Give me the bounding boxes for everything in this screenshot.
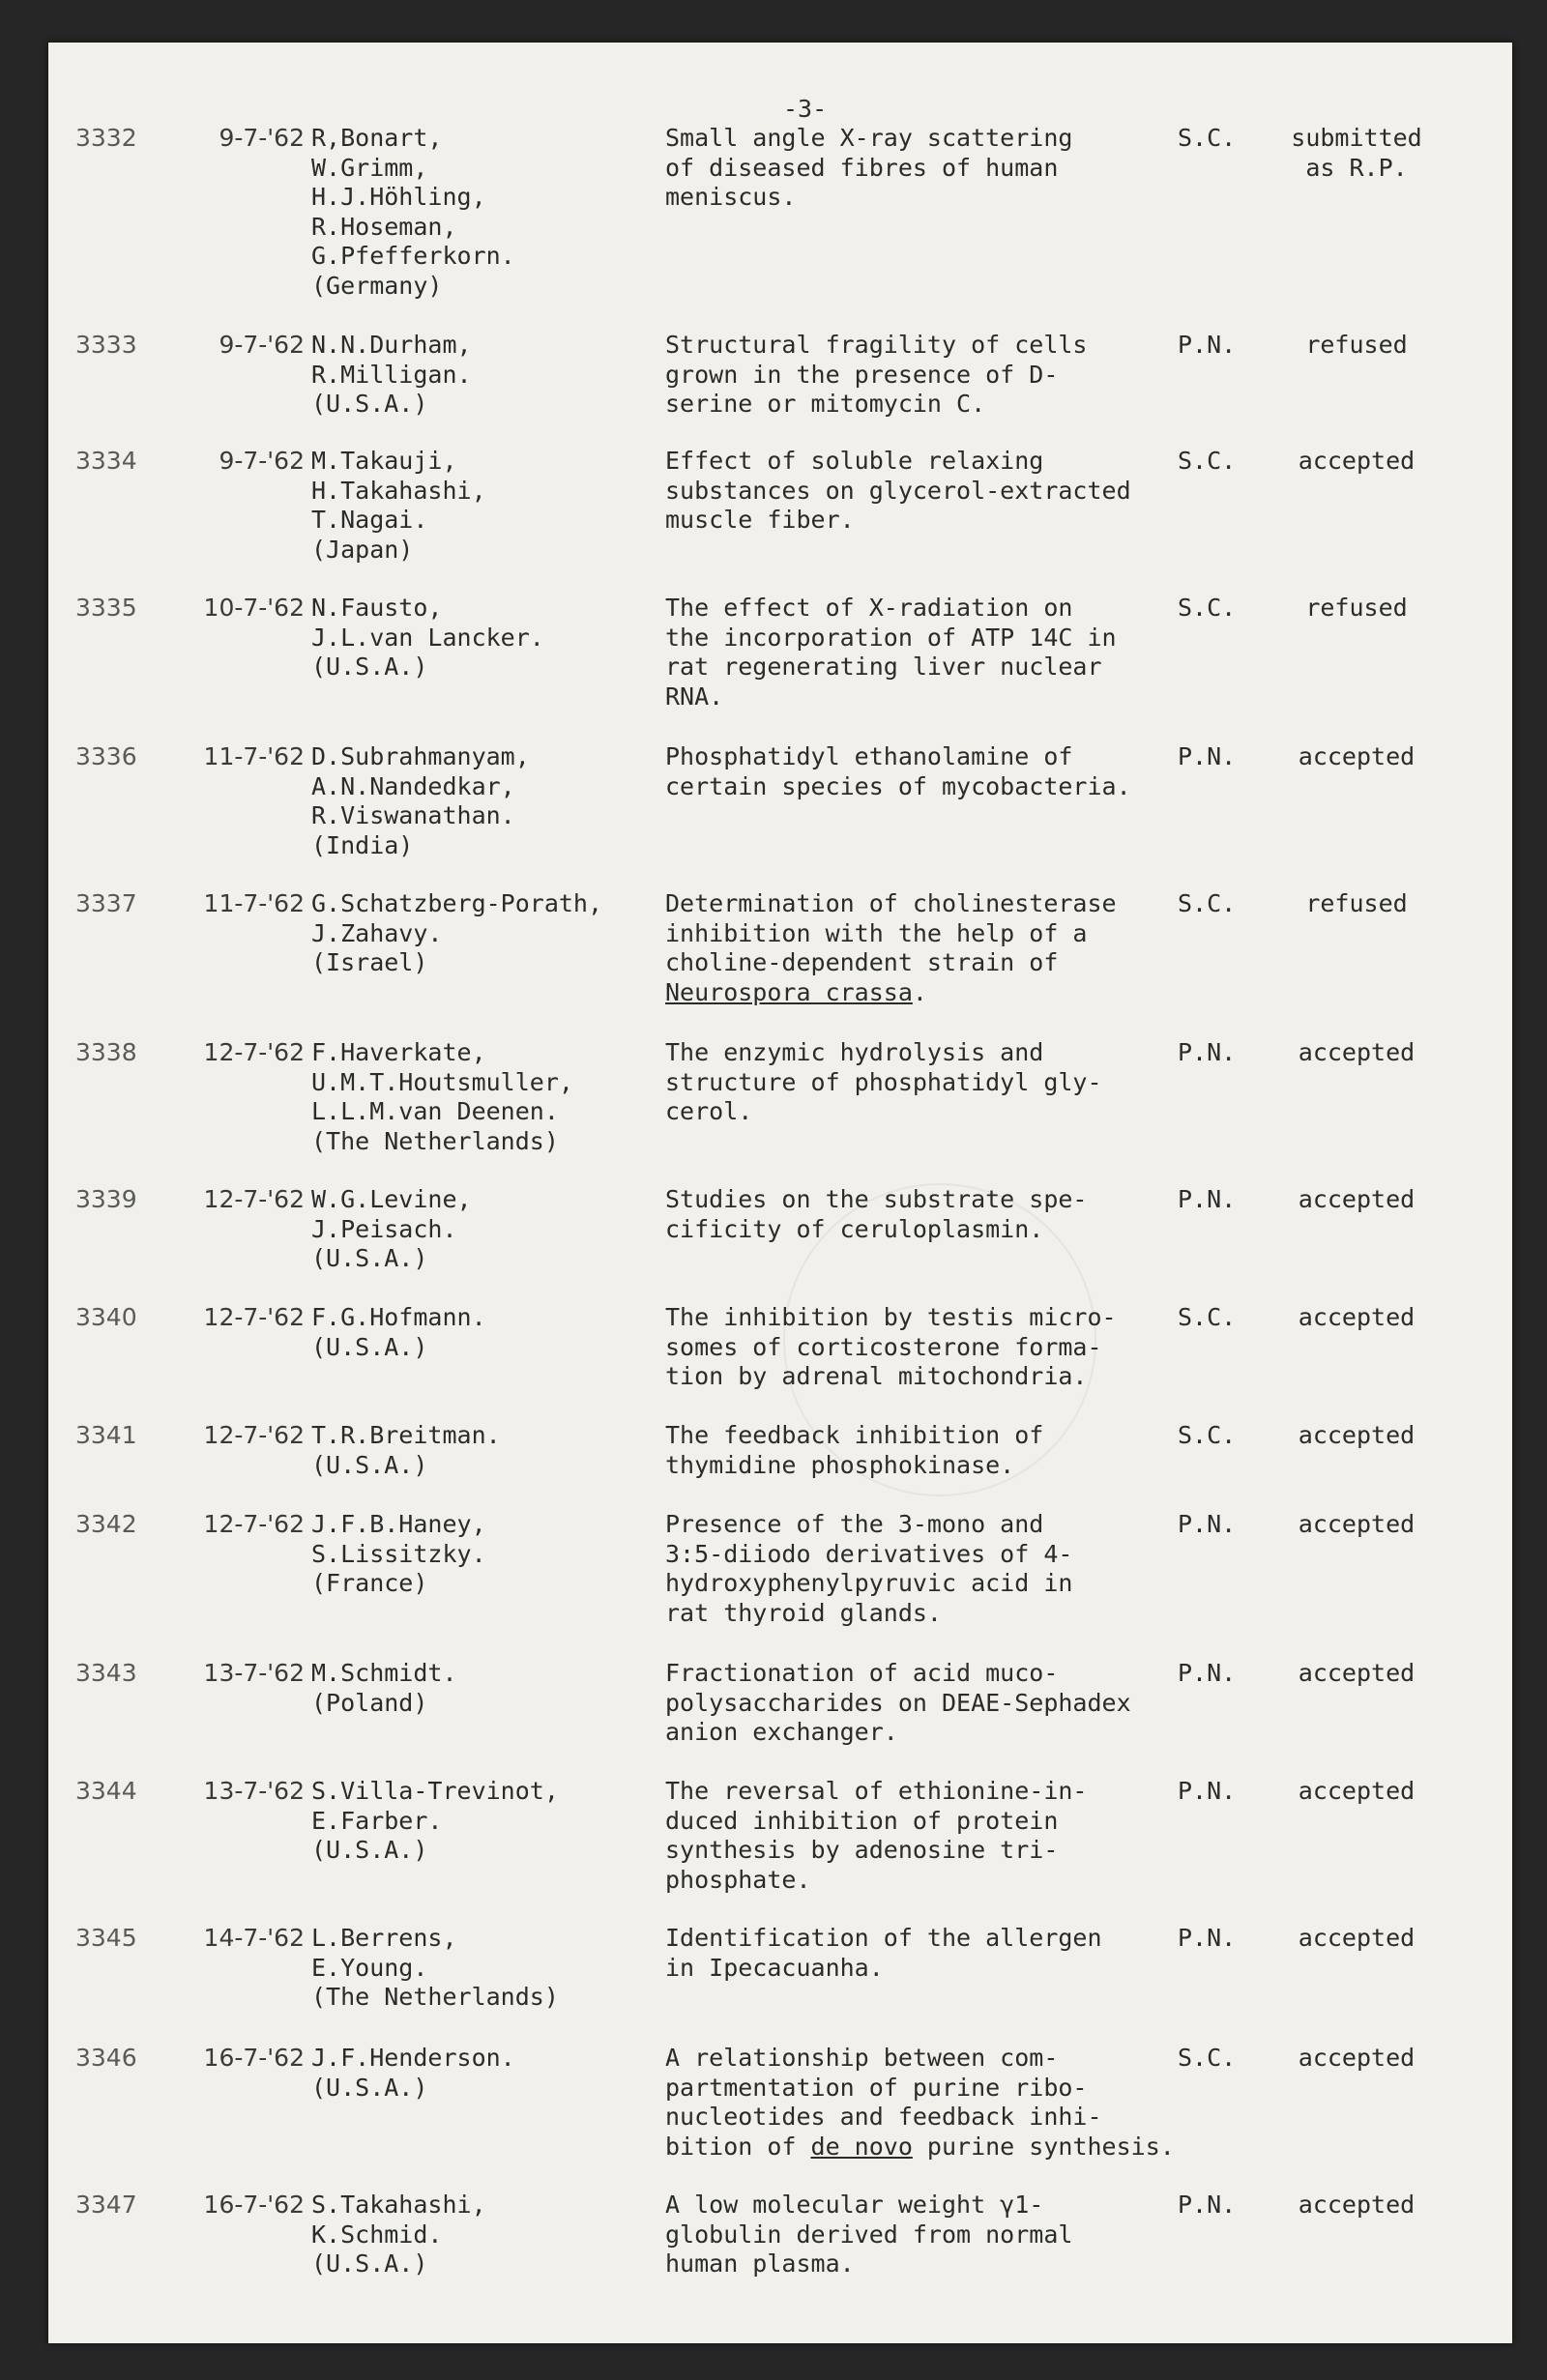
entry-title-line: choline-dependent strain of xyxy=(665,948,1059,976)
entry-date: 9-7-'62 xyxy=(219,447,305,475)
entry-date: 10-7-'62 xyxy=(203,594,305,622)
entry-status-line: accepted xyxy=(1298,1924,1416,1952)
entry-authors-line: (U.S.A.) xyxy=(311,1450,428,1479)
entry-classification: P.N. xyxy=(1178,1777,1237,1805)
entry-title-line: structure of phosphatidyl gly- xyxy=(665,1067,1102,1096)
entry-status-line: accepted xyxy=(1298,2044,1416,2072)
entry-classification: P.N. xyxy=(1178,1924,1237,1952)
entry-title-line: 3:5-diiodo derivatives of 4- xyxy=(665,1539,1073,1568)
entry-title-line: in Ipecacuanha. xyxy=(665,1953,884,1982)
entry-title-line: The inhibition by testis micro- xyxy=(665,1303,1117,1331)
entry-status-line: accepted xyxy=(1298,1659,1416,1687)
entry-title-line: rat thyroid glands. xyxy=(665,1598,942,1627)
entry-title-line: Studies on the substrate spe- xyxy=(665,1185,1088,1213)
entry-authors-line: W.G.Levine, xyxy=(311,1185,472,1213)
entry-authors xyxy=(311,2191,486,2279)
entry-authors-line: A.N.Nandedkar, xyxy=(311,771,515,800)
entry-authors xyxy=(311,1303,486,1362)
entry-authors-line: J.Peisach. xyxy=(311,1214,457,1243)
entry-title-line: Phosphatidyl ethanolamine of xyxy=(665,742,1073,770)
entry-title-line: tion by adrenal mitochondria. xyxy=(665,1362,1088,1390)
entry-authors-line: M.Takauji, xyxy=(311,447,457,475)
entry-title-line: phosphate. xyxy=(665,1865,811,1894)
entry-authors xyxy=(311,1421,501,1480)
entry-authors-line: R,Bonart, xyxy=(311,124,443,152)
entry-number: 3345 xyxy=(75,1924,137,1952)
entry-status xyxy=(1274,1659,1439,1689)
entry-authors xyxy=(311,1038,573,1156)
entry-status-line: refused xyxy=(1305,594,1408,622)
entry-authors-line: H.J.Höhling, xyxy=(311,183,486,211)
entry-date: 12-7-'62 xyxy=(203,1303,305,1331)
entry-title-line: the incorporation of ATP 14C in xyxy=(665,623,1117,652)
entry-authors xyxy=(311,742,530,860)
entry-status xyxy=(1274,1777,1439,1807)
entry-date: 9-7-'62 xyxy=(219,124,305,152)
entry-classification: S.C. xyxy=(1178,447,1237,475)
entry-authors xyxy=(311,1659,457,1718)
entry-authors-line: L.Berrens, xyxy=(311,1924,457,1952)
entry-authors-line: J.F.B.Haney, xyxy=(311,1510,486,1538)
entry-title-line: Determination of cholinesterase xyxy=(665,889,1117,917)
entry-authors-line: R.Viswanathan. xyxy=(311,801,515,829)
entry-status-line: accepted xyxy=(1298,1038,1416,1066)
entry-title-line: meniscus. xyxy=(665,183,797,211)
entry-status-line: submitted xyxy=(1291,124,1422,152)
entry-classification: P.N. xyxy=(1178,331,1237,359)
entry-number: 3346 xyxy=(75,2044,137,2072)
entry-authors-line: G.Pfefferkorn. xyxy=(311,242,515,270)
entry-title-line: RNA. xyxy=(665,682,724,711)
entry-status xyxy=(1274,2044,1439,2074)
entry-status xyxy=(1274,1185,1439,1215)
entry-title-line: nucleotides and feedback inhi- xyxy=(665,2103,1102,2131)
entry-status-line: accepted xyxy=(1298,1421,1416,1449)
entry-date: 12-7-'62 xyxy=(203,1185,305,1213)
entry-title-line: duced inhibition of protein xyxy=(665,1806,1059,1835)
entry-title-line: A relationship between com- xyxy=(665,2044,1059,2072)
entry-title-line: hydroxyphenylpyruvic acid in xyxy=(665,1569,1073,1597)
entry-authors-line: T.R.Breitman. xyxy=(311,1421,501,1449)
entry-status xyxy=(1274,1303,1439,1333)
entry-classification: P.N. xyxy=(1178,1510,1237,1538)
entry-title xyxy=(665,447,1131,536)
entry-date: 13-7-'62 xyxy=(203,1777,305,1805)
entry-status xyxy=(1274,742,1439,772)
entry-number: 3347 xyxy=(75,2191,137,2219)
entry-authors-line: T.Nagai. xyxy=(311,506,428,534)
entry-authors-line: N.Fausto, xyxy=(311,594,443,622)
entry-title-line: certain species of mycobacteria. xyxy=(665,771,1131,800)
entry-authors xyxy=(311,1924,559,2013)
entry-authors-line: H.Takahashi, xyxy=(311,476,486,505)
entry-title-line: polysaccharides on DEAE-Sephadex xyxy=(665,1688,1131,1717)
entry-authors-line: (The Netherlands) xyxy=(311,1983,559,2011)
entry-authors xyxy=(311,2044,515,2103)
entry-status xyxy=(1274,1510,1439,1540)
entry-number: 3334 xyxy=(75,447,137,475)
entry-authors xyxy=(311,1777,559,1866)
entry-number: 3337 xyxy=(75,889,137,917)
entry-authors-line: M.Schmidt. xyxy=(311,1659,457,1687)
entry-status-line: as R.P. xyxy=(1305,153,1408,182)
entry-title-line: substances on glycerol-extracted xyxy=(665,476,1131,505)
entry-authors-line: J.Zahavy. xyxy=(311,918,443,947)
entry-number: 3342 xyxy=(75,1510,137,1538)
entry-authors-line: J.L.van Lancker. xyxy=(311,623,544,652)
entry-title-line: inhibition with the help of a xyxy=(665,918,1088,947)
entry-authors-line: (U.S.A.) xyxy=(311,1244,428,1272)
entry-status xyxy=(1274,447,1439,477)
entry-title-line: human plasma. xyxy=(665,2249,855,2278)
entry-authors xyxy=(311,331,472,420)
entry-number: 3343 xyxy=(75,1659,137,1687)
entry-authors-line: L.L.M.van Deenen. xyxy=(311,1097,559,1125)
entry-authors-line: (The Netherlands) xyxy=(311,1126,559,1155)
entry-authors-line: S.Takahashi, xyxy=(311,2191,486,2219)
entry-authors-line: R.Hoseman, xyxy=(311,212,457,241)
entry-date: 11-7-'62 xyxy=(203,889,305,917)
entry-title-line: Presence of the 3-mono and xyxy=(665,1510,1044,1538)
entry-classification: S.C. xyxy=(1178,889,1237,917)
entry-title xyxy=(665,1038,1102,1127)
entry-authors xyxy=(311,447,486,565)
entry-authors-line: (Germany) xyxy=(311,271,443,300)
entry-title-line: serine or mitomycin C. xyxy=(665,390,986,418)
entry-authors xyxy=(311,124,515,301)
entry-title xyxy=(665,124,1072,213)
entry-title-line: The reversal of ethionine-in- xyxy=(665,1777,1088,1805)
entry-title xyxy=(665,594,1117,711)
entry-authors-line: S.Villa-Trevinot, xyxy=(311,1777,559,1805)
entry-title xyxy=(665,331,1088,420)
entry-date: 16-7-'62 xyxy=(203,2191,305,2219)
entry-authors xyxy=(311,1510,486,1599)
entry-status xyxy=(1274,1924,1439,1954)
entry-status-line: accepted xyxy=(1298,2191,1416,2219)
entry-title-line: Structural fragility of cells xyxy=(665,331,1088,359)
entry-authors-line: U.M.T.Houtsmuller, xyxy=(311,1067,573,1096)
entry-title-line: partmentation of purine ribo- xyxy=(665,2073,1088,2102)
entry-date: 14-7-'62 xyxy=(203,1924,305,1952)
entry-classification: P.N. xyxy=(1178,1185,1237,1213)
entry-title-line: Identification of the allergen xyxy=(665,1924,1102,1952)
page-number: -3- xyxy=(783,95,828,123)
entry-number: 3332 xyxy=(75,124,137,152)
entry-title xyxy=(665,889,1117,1007)
entry-date: 13-7-'62 xyxy=(203,1659,305,1687)
entry-number: 3333 xyxy=(75,331,137,359)
entry-authors-line: (India) xyxy=(311,830,414,859)
entry-status-line: accepted xyxy=(1298,1185,1416,1213)
entry-status-line: refused xyxy=(1305,331,1408,359)
entry-authors-line: J.F.Henderson. xyxy=(311,2044,515,2072)
entry-title-line: The feedback inhibition of xyxy=(665,1421,1044,1449)
entry-number: 3339 xyxy=(75,1185,137,1213)
entry-title xyxy=(665,1659,1131,1748)
entry-title xyxy=(665,1510,1072,1628)
entry-title xyxy=(665,1924,1102,1983)
entry-status xyxy=(1274,889,1439,919)
entry-authors-line: K.Schmid. xyxy=(311,2220,443,2249)
entry-authors xyxy=(311,594,544,682)
entry-title-line: Small angle X-ray scattering xyxy=(665,124,1073,152)
entry-classification: S.C. xyxy=(1178,1421,1237,1449)
entry-status xyxy=(1274,1421,1439,1451)
entry-title-line: somes of corticosterone forma- xyxy=(665,1332,1102,1361)
entry-status xyxy=(1274,331,1439,361)
entry-number: 3335 xyxy=(75,594,137,622)
entry-title-line: muscle fiber. xyxy=(665,506,855,534)
entry-authors-line: F.G.Hofmann. xyxy=(311,1303,486,1331)
entry-title-line: thymidine phosphokinase. xyxy=(665,1450,1015,1479)
entry-status xyxy=(1274,124,1439,183)
entry-status xyxy=(1274,1038,1439,1068)
entry-date: 9-7-'62 xyxy=(219,331,305,359)
entry-title xyxy=(665,1777,1088,1895)
entry-title-line: globulin derived from normal xyxy=(665,2220,1073,2249)
entry-date: 11-7-'62 xyxy=(203,742,305,770)
entry-title-line: The effect of X-radiation on xyxy=(665,594,1073,622)
entry-classification: P.N. xyxy=(1178,1659,1237,1687)
entry-authors-line: (U.S.A.) xyxy=(311,653,428,681)
entry-title-line: Effect of soluble relaxing xyxy=(665,447,1044,475)
entry-authors-line: D.Subrahmanyam, xyxy=(311,742,530,770)
entry-authors-line: S.Lissitzky. xyxy=(311,1539,486,1568)
entry-authors-line: (U.S.A.) xyxy=(311,2073,428,2102)
entry-title-line: anion exchanger. xyxy=(665,1718,898,1746)
entry-classification: P.N. xyxy=(1178,742,1237,770)
entry-number: 3338 xyxy=(75,1038,137,1066)
entry-authors-line: (France) xyxy=(311,1569,428,1597)
entry-number: 3336 xyxy=(75,742,137,770)
entry-authors-line: E.Young. xyxy=(311,1953,428,1982)
entry-title xyxy=(665,2044,1175,2162)
entry-status-line: refused xyxy=(1305,889,1408,917)
entry-authors-line: (U.S.A.) xyxy=(311,2249,428,2278)
entry-status xyxy=(1274,2191,1439,2220)
entry-date: 12-7-'62 xyxy=(203,1510,305,1538)
entry-authors-line: G.Schatzberg-Porath, xyxy=(311,889,603,917)
entry-authors xyxy=(311,1185,472,1274)
entry-title xyxy=(665,2191,1072,2279)
entry-title xyxy=(665,1421,1043,1480)
entry-number: 3344 xyxy=(75,1777,137,1805)
entry-status-line: accepted xyxy=(1298,447,1416,475)
entry-authors-line: E.Farber. xyxy=(311,1806,443,1835)
entry-date: 16-7-'62 xyxy=(203,2044,305,2072)
entry-authors-line: F.Haverkate, xyxy=(311,1038,486,1066)
entry-title-line: of diseased fibres of human xyxy=(665,153,1059,182)
entry-authors-line: W.Grimm, xyxy=(311,153,428,182)
entry-title-line: grown in the presence of D- xyxy=(665,360,1059,389)
entry-title-line: bition of de novo purine synthesis. xyxy=(665,2132,1175,2161)
entry-status-line: accepted xyxy=(1298,742,1416,770)
entry-authors-line: (U.S.A.) xyxy=(311,1836,428,1864)
entry-classification: P.N. xyxy=(1178,2191,1237,2219)
entry-authors-line: (Poland) xyxy=(311,1688,428,1717)
entry-date: 12-7-'62 xyxy=(203,1038,305,1066)
entry-authors-line: (U.S.A.) xyxy=(311,390,428,418)
entry-title-line: Neurospora crassa. xyxy=(665,977,927,1006)
entry-classification: S.C. xyxy=(1178,1303,1237,1331)
entry-title xyxy=(665,1185,1088,1244)
entry-status-line: accepted xyxy=(1298,1510,1416,1538)
entry-classification: S.C. xyxy=(1178,2044,1237,2072)
entry-authors-line: (U.S.A.) xyxy=(311,1332,428,1361)
entry-title xyxy=(665,742,1131,801)
entry-title-line: rat regenerating liver nuclear xyxy=(665,653,1102,681)
entry-title xyxy=(665,1303,1117,1392)
entry-status-line: accepted xyxy=(1298,1777,1416,1805)
entry-authors-line: N.N.Durham, xyxy=(311,331,472,359)
entry-date: 12-7-'62 xyxy=(203,1421,305,1449)
entry-classification: S.C. xyxy=(1178,124,1237,152)
entry-number: 3340 xyxy=(75,1303,137,1331)
entry-title-line: cerol. xyxy=(665,1097,753,1125)
entry-authors xyxy=(311,889,602,978)
entry-status xyxy=(1274,594,1439,624)
entry-status-line: accepted xyxy=(1298,1303,1416,1331)
entry-title-line: The enzymic hydrolysis and xyxy=(665,1038,1044,1066)
entry-title-line: Fractionation of acid muco- xyxy=(665,1659,1059,1687)
entry-title-line: synthesis by adenosine tri- xyxy=(665,1836,1059,1864)
entry-authors-line: R.Milligan. xyxy=(311,360,472,389)
entry-authors-line: (Israel) xyxy=(311,948,428,976)
entry-title-line: cificity of ceruloplasmin. xyxy=(665,1214,1044,1243)
entry-authors-line: (Japan) xyxy=(311,535,414,564)
entry-number: 3341 xyxy=(75,1421,137,1449)
entry-classification: P.N. xyxy=(1178,1038,1237,1066)
entry-classification: S.C. xyxy=(1178,594,1237,622)
entry-title-line: A low molecular weight γ1- xyxy=(665,2191,1044,2219)
